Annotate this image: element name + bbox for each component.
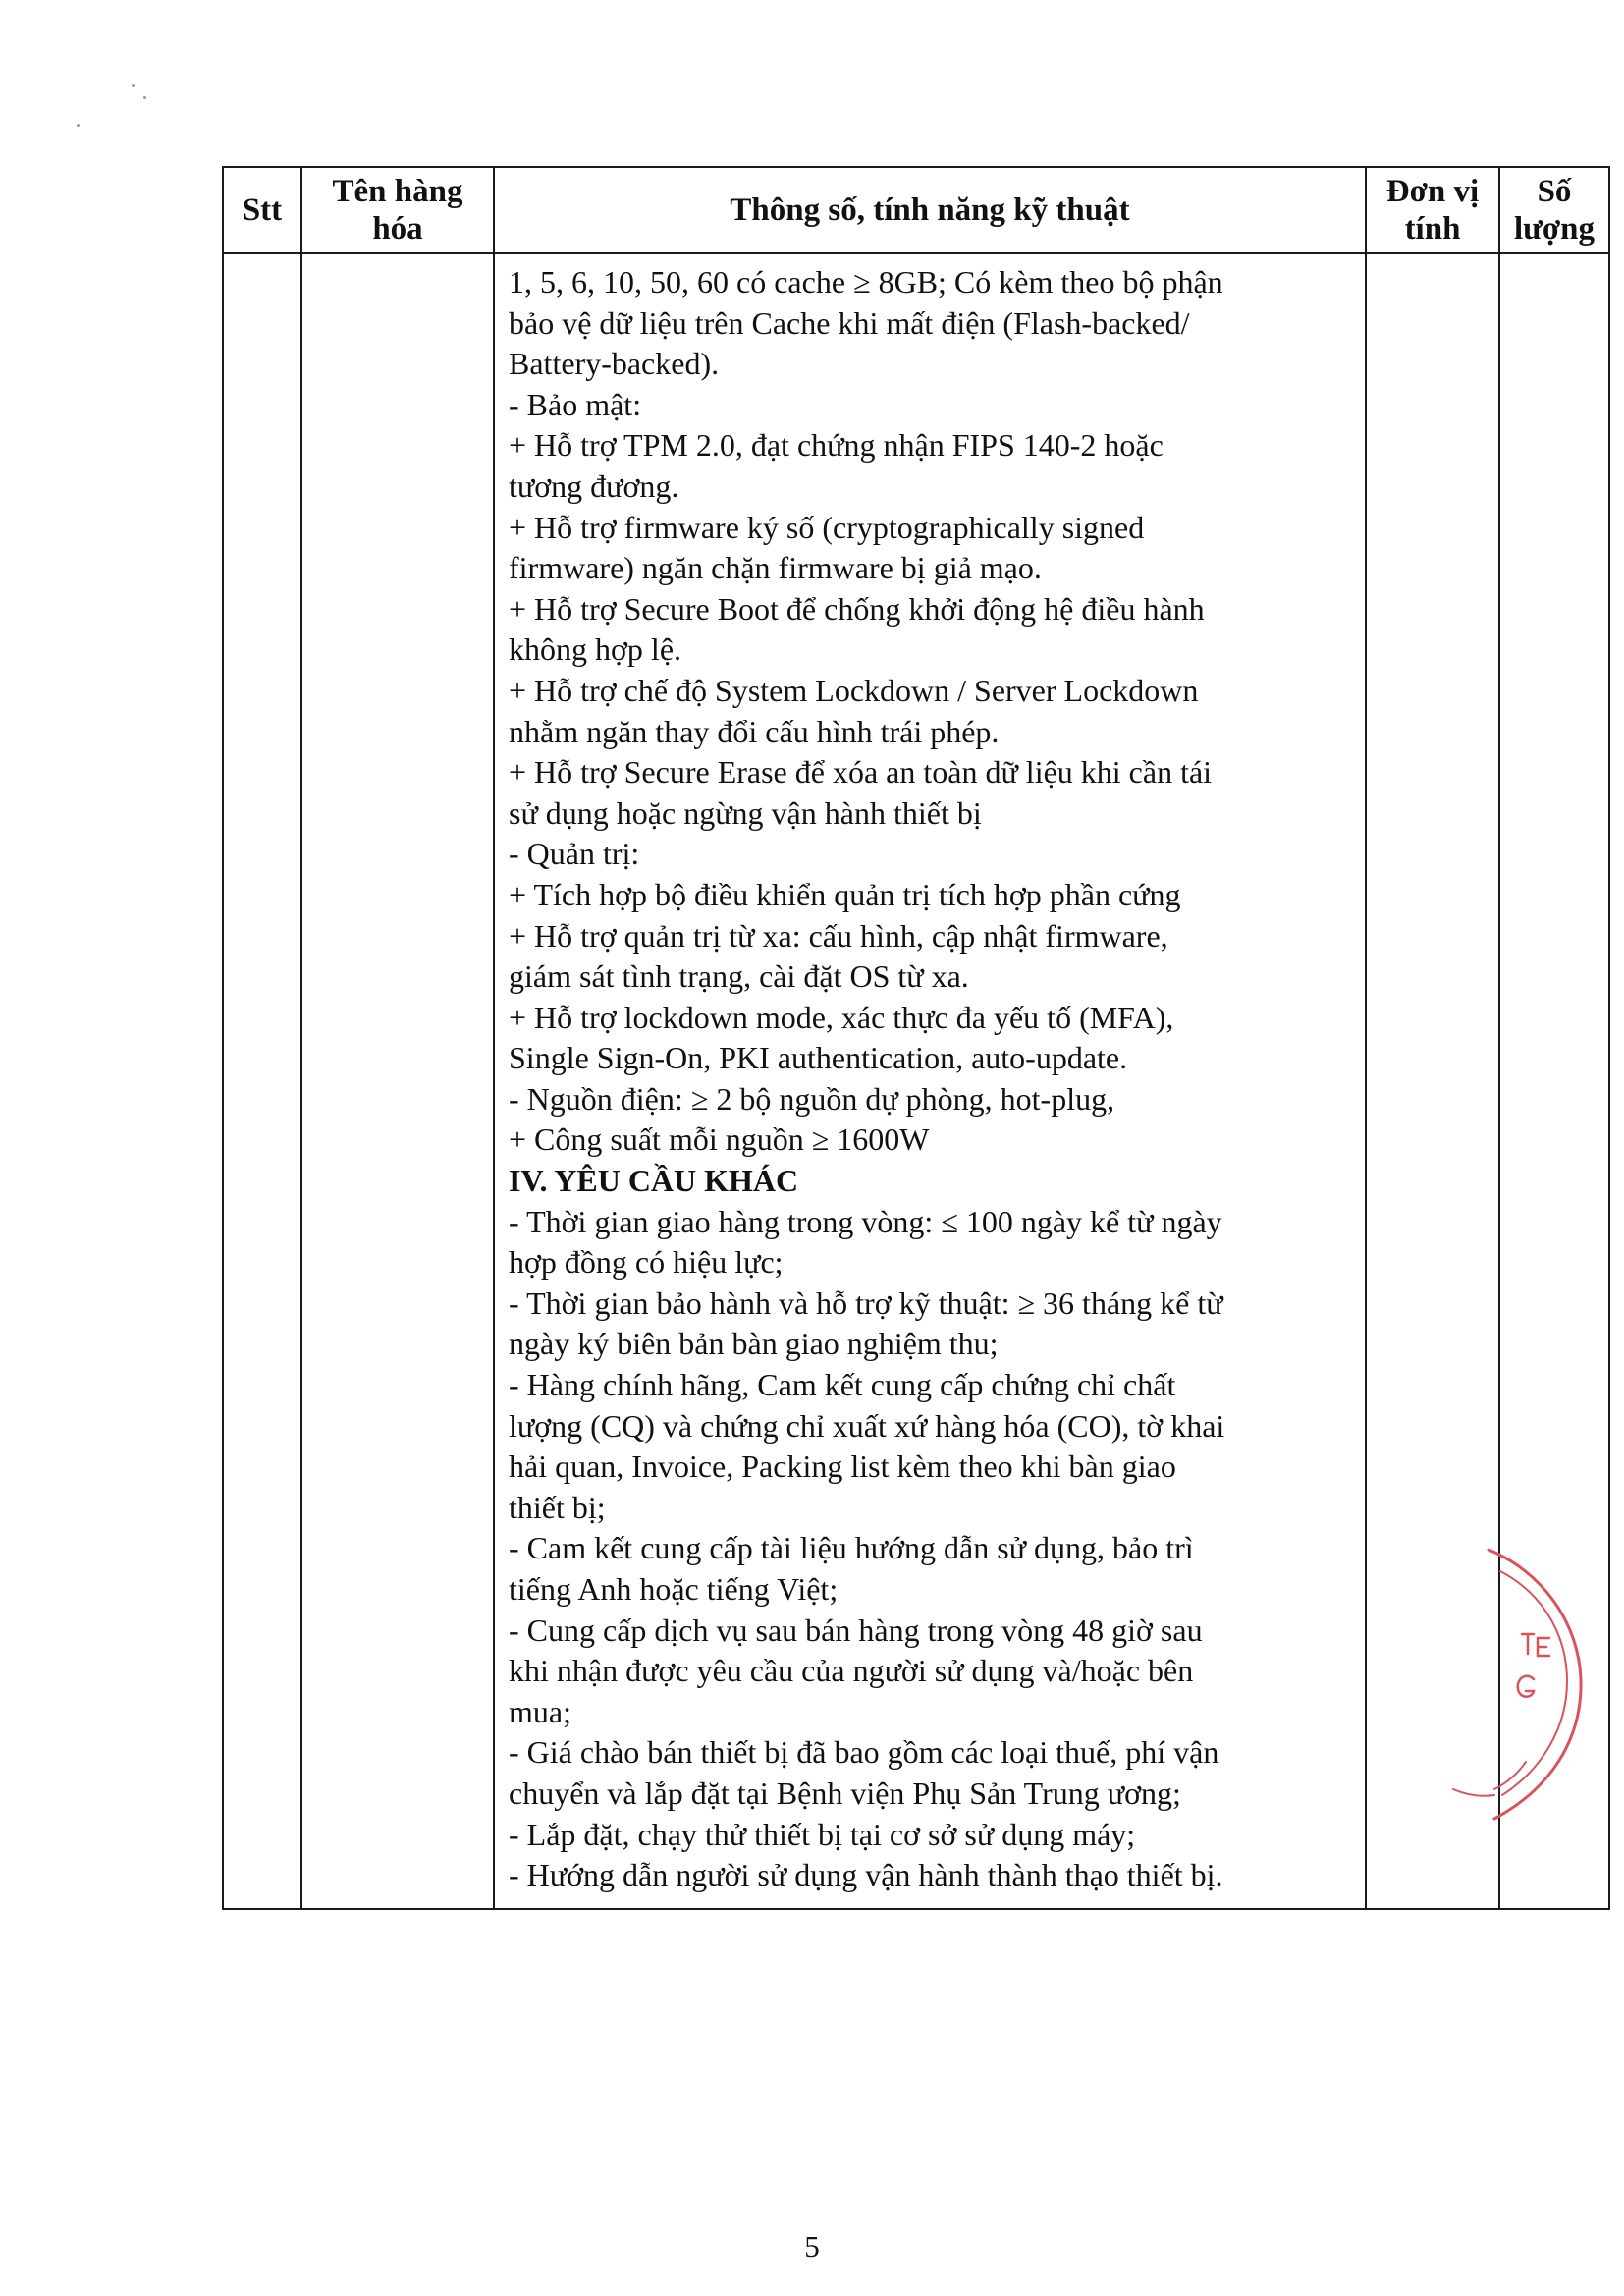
spec-line: nhằm ngăn thay đổi cấu hình trái phép. xyxy=(509,713,1000,749)
header-ten-hang-hoa xyxy=(301,167,494,253)
spec-line: - Nguồn điện: ≥ 2 bộ nguồn dự phòng, hot-plug, xyxy=(509,1080,1115,1117)
stamp-tail-stroke xyxy=(1453,1789,1494,1796)
spec-lines xyxy=(509,262,1355,1161)
header-stt xyxy=(223,167,301,253)
spec-line: + Hỗ trợ firmware ký số (cryptographically signed xyxy=(509,509,1145,545)
spec-line: + Hỗ trợ chế độ System Lockdown / Server Lockdown xyxy=(509,672,1199,708)
spec-line: hợp đồng có hiệu lực; xyxy=(509,1244,784,1281)
spec-line: - Cung cấp dịch vụ sau bán hàng trong vòng 48 giờ sau xyxy=(509,1612,1203,1648)
header-stt-label: Stt xyxy=(242,192,283,228)
stamp-letter-t xyxy=(1522,1634,1534,1654)
spec-line: tiếng Anh hoặc tiếng Việt; xyxy=(509,1571,839,1607)
section-title-yeu-cau-khac: IV. YÊU CẦU KHÁC xyxy=(509,1163,799,1199)
header-don-vi-tinh-line2: tính xyxy=(1404,211,1461,246)
other-requirement-lines xyxy=(509,1202,1355,1896)
spec-line: - Hướng dẫn người sử dụng vận hành thành thạo thiết bị. xyxy=(509,1857,1223,1893)
spec-line: hải quan, Invoice, Packing list kèm theo khi bàn giao xyxy=(509,1449,1176,1485)
header-ten-hang-hoa-line2: hóa xyxy=(372,211,423,246)
stamp-letter-g xyxy=(1518,1676,1534,1697)
header-so-luong-line2: lượng xyxy=(1513,211,1596,246)
header-don-vi-tinh-line1: Đơn vị xyxy=(1385,174,1480,209)
cell-thong-so xyxy=(494,253,1366,1909)
spec-line: ngày ký biên bản bàn giao nghiệm thu; xyxy=(509,1326,999,1362)
spec-line: khi nhận được yêu cầu của người sử dụng và/hoặc bên xyxy=(509,1653,1194,1689)
spec-line: giám sát tình trạng, cài đặt OS từ xa. xyxy=(509,958,969,995)
spec-line: chuyển và lắp đặt tại Bệnh viện Phụ Sản Trung ương; xyxy=(509,1775,1181,1811)
spec-line: - Thời gian giao hàng trong vòng: ≤ 100 ngày kể từ ngày xyxy=(509,1203,1222,1239)
spec-line: + Hỗ trợ TPM 2.0, đạt chứng nhận FIPS 140-2 hoặc xyxy=(509,427,1164,464)
spec-line: + Hỗ trợ Secure Boot để chống khởi động hệ điều hành xyxy=(509,590,1205,627)
cell-ten-hang-hoa xyxy=(301,253,494,1909)
spec-line: - Hàng chính hãng, Cam kết cung cấp chứng chỉ chất xyxy=(509,1367,1176,1403)
spec-line: thiết bị; xyxy=(509,1489,606,1525)
spec-line: bảo vệ dữ liệu trên Cache khi mất điện (Flash-backed/ xyxy=(509,304,1190,341)
spec-line: - Bảo mật: xyxy=(509,386,642,422)
spec-line: Battery-backed). xyxy=(509,346,720,382)
scan-speck xyxy=(77,124,80,127)
cell-stt xyxy=(223,253,301,1909)
spec-line: + Hỗ trợ quản trị từ xa: cấu hình, cập nhật firmware, xyxy=(509,917,1168,954)
header-don-vi-tinh xyxy=(1366,167,1499,253)
header-so-luong xyxy=(1499,167,1609,253)
spec-line: - Thời gian bảo hành và hỗ trợ kỹ thuật: ≥ 36 tháng kể từ xyxy=(509,1285,1223,1321)
stamp-inner-stroke xyxy=(1494,1762,1526,1789)
table-row xyxy=(223,253,1609,1909)
spec-line: mua; xyxy=(509,1693,571,1729)
spec-line: + Hỗ trợ Secure Erase để xóa an toàn dữ liệu khi cần tái xyxy=(509,754,1213,791)
page-number: 5 xyxy=(804,2229,820,2264)
spec-line: Single Sign-On, PKI authentication, auto-update. xyxy=(509,1040,1128,1076)
spec-line: sử dụng hoặc ngừng vận hành thiết bị xyxy=(509,794,982,831)
spec-line: + Công suất mỗi nguồn ≥ 1600W xyxy=(509,1121,930,1158)
table-header-row xyxy=(223,167,1609,253)
spec-line: tương đương. xyxy=(509,467,679,504)
spec-line: - Cam kết cung cấp tài liệu hướng dẫn sử dụng, bảo trì xyxy=(509,1530,1194,1566)
header-so-luong-line1: Số xyxy=(1537,174,1572,209)
stamp-letter-e xyxy=(1538,1638,1549,1656)
spec-line: - Lắp đặt, chạy thử thiết bị tại cơ sở sử dụng máy; xyxy=(509,1816,1136,1852)
spec-text xyxy=(495,254,1365,1908)
red-seal-stamp xyxy=(1424,1532,1591,1827)
spec-line: lượng (CQ) và chứng chỉ xuất xứ hàng hóa (CO), tờ khai xyxy=(509,1407,1225,1444)
header-thong-so xyxy=(494,167,1366,253)
spec-line: - Giá chào bán thiết bị đã bao gồm các loại thuế, phí vận xyxy=(509,1734,1219,1771)
spec-line: 1, 5, 6, 10, 50, 60 có cache ≥ 8GB; Có kèm theo bộ phận xyxy=(509,264,1223,300)
spec-line: + Tích hợp bộ điều khiển quản trị tích hợp phần cứng xyxy=(509,876,1181,912)
header-thong-so-label: Thông số, tính năng kỹ thuật xyxy=(730,192,1130,228)
header-ten-hang-hoa-line1: Tên hàng xyxy=(332,174,463,209)
spec-line: - Quản trị: xyxy=(509,836,640,872)
spec-line: firmware) ngăn chặn firmware bị giả mạo. xyxy=(509,550,1042,586)
spec-line: không hợp lệ. xyxy=(509,631,682,668)
scan-speck xyxy=(143,96,146,99)
spec-line: + Hỗ trợ lockdown mode, xác thực đa yếu tố (MFA), xyxy=(509,999,1174,1035)
technical-spec-table xyxy=(222,166,1610,1910)
scan-speck xyxy=(132,84,135,87)
